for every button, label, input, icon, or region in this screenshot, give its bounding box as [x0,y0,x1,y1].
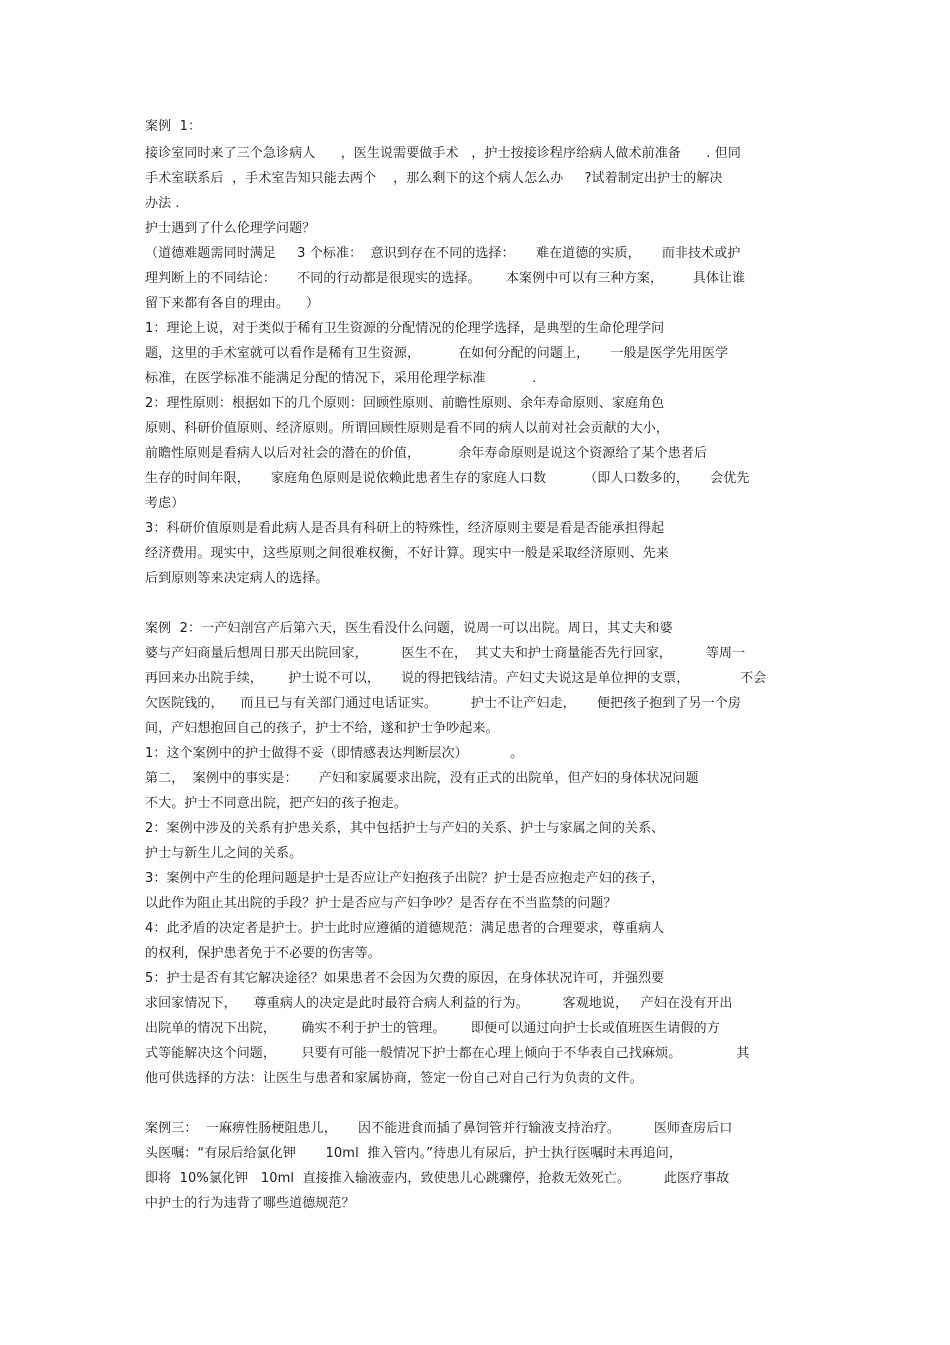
case1-text-line: 标准，在医学标准不能满足分配的情况下，采用伦理学标准 . [145,371,537,386]
case3-text-line: 即将 10%氯化钾 10ml 直接推入输液壶内，致使患儿心跳骤停，抢救无效死亡。 此医疗事故 [145,1171,730,1186]
case2-text-line: 婆与产妇商量后想周日那天出院回家， 医生不在， 其丈夫和护士商量能否先行回家， 等周一 [145,646,746,661]
case2-text-line: 求回家情况下， 尊重病人的决定是此时最符合病人利益的行为。 客观地说， 产妇在没有开出 [145,996,733,1011]
case3-text-line: 中护士的行为违背了哪些道德规范？ [145,1196,355,1211]
case2-text-line: 他可供选择的方法：让医生与患者和家属协商，签定一份自己对自己行为负责的文件。 [145,1071,643,1086]
case1-text-line: 后到原则等来决定病人的选择。 [145,571,329,586]
case1-question: 护士遇到了什么伦理学问题？ [145,221,316,236]
case1-text-line: 办法 . [145,196,180,211]
case1-text-line: 原则、科研价值原则、经济原则。所谓回顾性原则是看不同的病人以前对社会贡献的大小， [145,421,670,436]
case2-text-line: 5：护士是否有其它解决途径？如果患者不会因为欠费的原因，在身体状况许可，并强烈要 [145,971,665,986]
case1-text-line: 经济费用。现实中，这些原则之间很难权衡，不好计算。现实中一般是采取经济原则、先来 [145,546,670,561]
case2-text-line: 1：这个案例中的护士做得不妥（即情感表达判断层次） 。 [145,746,524,761]
case2-text-line: 3：案例中产生的伦理问题是护士是否应让产妇抱孩子出院？护士是否应抱走产妇的孩子， [145,871,665,886]
case1-text-line: 留下来都有各自的理由。 ） [145,296,320,311]
case1-text-line: 题，这里的手术室就可以看作是稀有卫生资源， 在如何分配的问题上， 一般是医学先用医学 [145,346,729,361]
case3-text-line: 头医嘱：“有尿后给氯化钾 10ml 推入管内。”待患儿有尿后，护士执行医嘱时未再追问， [145,1146,682,1161]
case1-text-line: 前瞻性原则是看病人以后对社会的潜在的价值， 余年寿命原则是说这个资源给了某个患者后 [145,446,708,461]
case2-text-line: 再回来办出院手续， 护士说不可以， 说的得把钱结清。产妇丈夫说这是单位押的支票， 不会 [145,671,767,686]
case2-text-line: 2：案例中涉及的关系有护患关系，其中包括护士与产妇的关系、护士与家属之间的关系、 [145,821,665,836]
case2-text-line: 以此作为阻止其出院的手段？护士是否应与产妇争吵？是否存在不当监禁的问题？ [145,896,617,911]
case1-text-line: 2：理性原则：根据如下的几个原则：回顾性原则、前瞻性原则、余年寿命原则、家庭角色 [145,396,665,411]
case1-text-line: 手术室联系后 ，手术室告知只能去两个 ，那么剩下的这个病人怎么办 ?试着制定出护士的解决 [145,171,723,186]
case2-text-line: 4：此矛盾的决定者是护士。护士此时应遵循的道德规范：满足患者的合理要求，尊重病人 [145,921,665,936]
case1-text-line: 理判断上的不同结论： 不同的行动都是很现实的选择。 本案例中可以有三种方案， 具体让谁 [145,271,746,286]
case3-heading: 案例三： 一麻痹性肠梗阻患儿， 因不能进食而插了鼻饲管并行输液支持治疗。 医师查房后口 [145,1121,733,1136]
case1-text-line: （道德难题需同时满足 3 个标准： 意识到存在不同的选择： 难在道德的实质， 而非技术或护 [145,246,741,261]
case2-text-line: 护士与新生儿之间的关系。 [145,846,303,861]
case2-text-line: 不大。护士不同意出院，把产妇的孩子抱走。 [145,796,408,811]
case2-text-line: 欠医院钱的， 而且已与有关部门通过电话证实。 护士不让产妇走， 便把孩子抱到了另一个房 [145,696,741,711]
case1-text-line: 3：科研价值原则是看此病人是否具有科研上的特殊性，经济原则主要是看是否能承担得起 [145,521,665,536]
case1-heading: 案例 1： [145,119,202,134]
case2-text-line: 式等能解决这个问题， 只要有可能一般情况下护士都在心理上倾向于不华表自己找麻烦。 其 [145,1046,750,1061]
case2-heading: 案例 2：一产妇剖宫产后第六天，医生看没什么问题，说周一可以出院。周日，其丈夫和婆 [145,621,673,636]
case1-text-line: 1：理论上说，对于类似于稀有卫生资源的分配情况的伦理学选择，是典型的生命伦理学问 [145,321,665,336]
case2-text-line: 间，产妇想抱回自己的孩子，护士不给，遂和护士争吵起来。 [145,721,499,736]
case2-text-line: 的权利，保护患者免于不必要的伤害等。 [145,946,381,961]
case1-text-line: 考虑） [145,496,185,511]
case2-text-line: 出院单的情况下出院， 确实不利于护士的管理。 即便可以通过向护士长或值班医生请假的方 [145,1021,720,1036]
case2-text-line: 第二， 案例中的事实是： 产妇和家属要求出院，没有正式的出院单，但产妇的身体状况问题 [145,771,699,786]
case1-text-line: 生存的时间年限， 家庭角色原则是说依赖此患者生存的家庭人口数 （即人口数多的， 会优先 [145,471,750,486]
case1-text-line: 接诊室同时来了三个急诊病人 ，医生说需要做手术 ，护士按接诊程序给病人做术前准备 . 但同 [145,146,741,161]
